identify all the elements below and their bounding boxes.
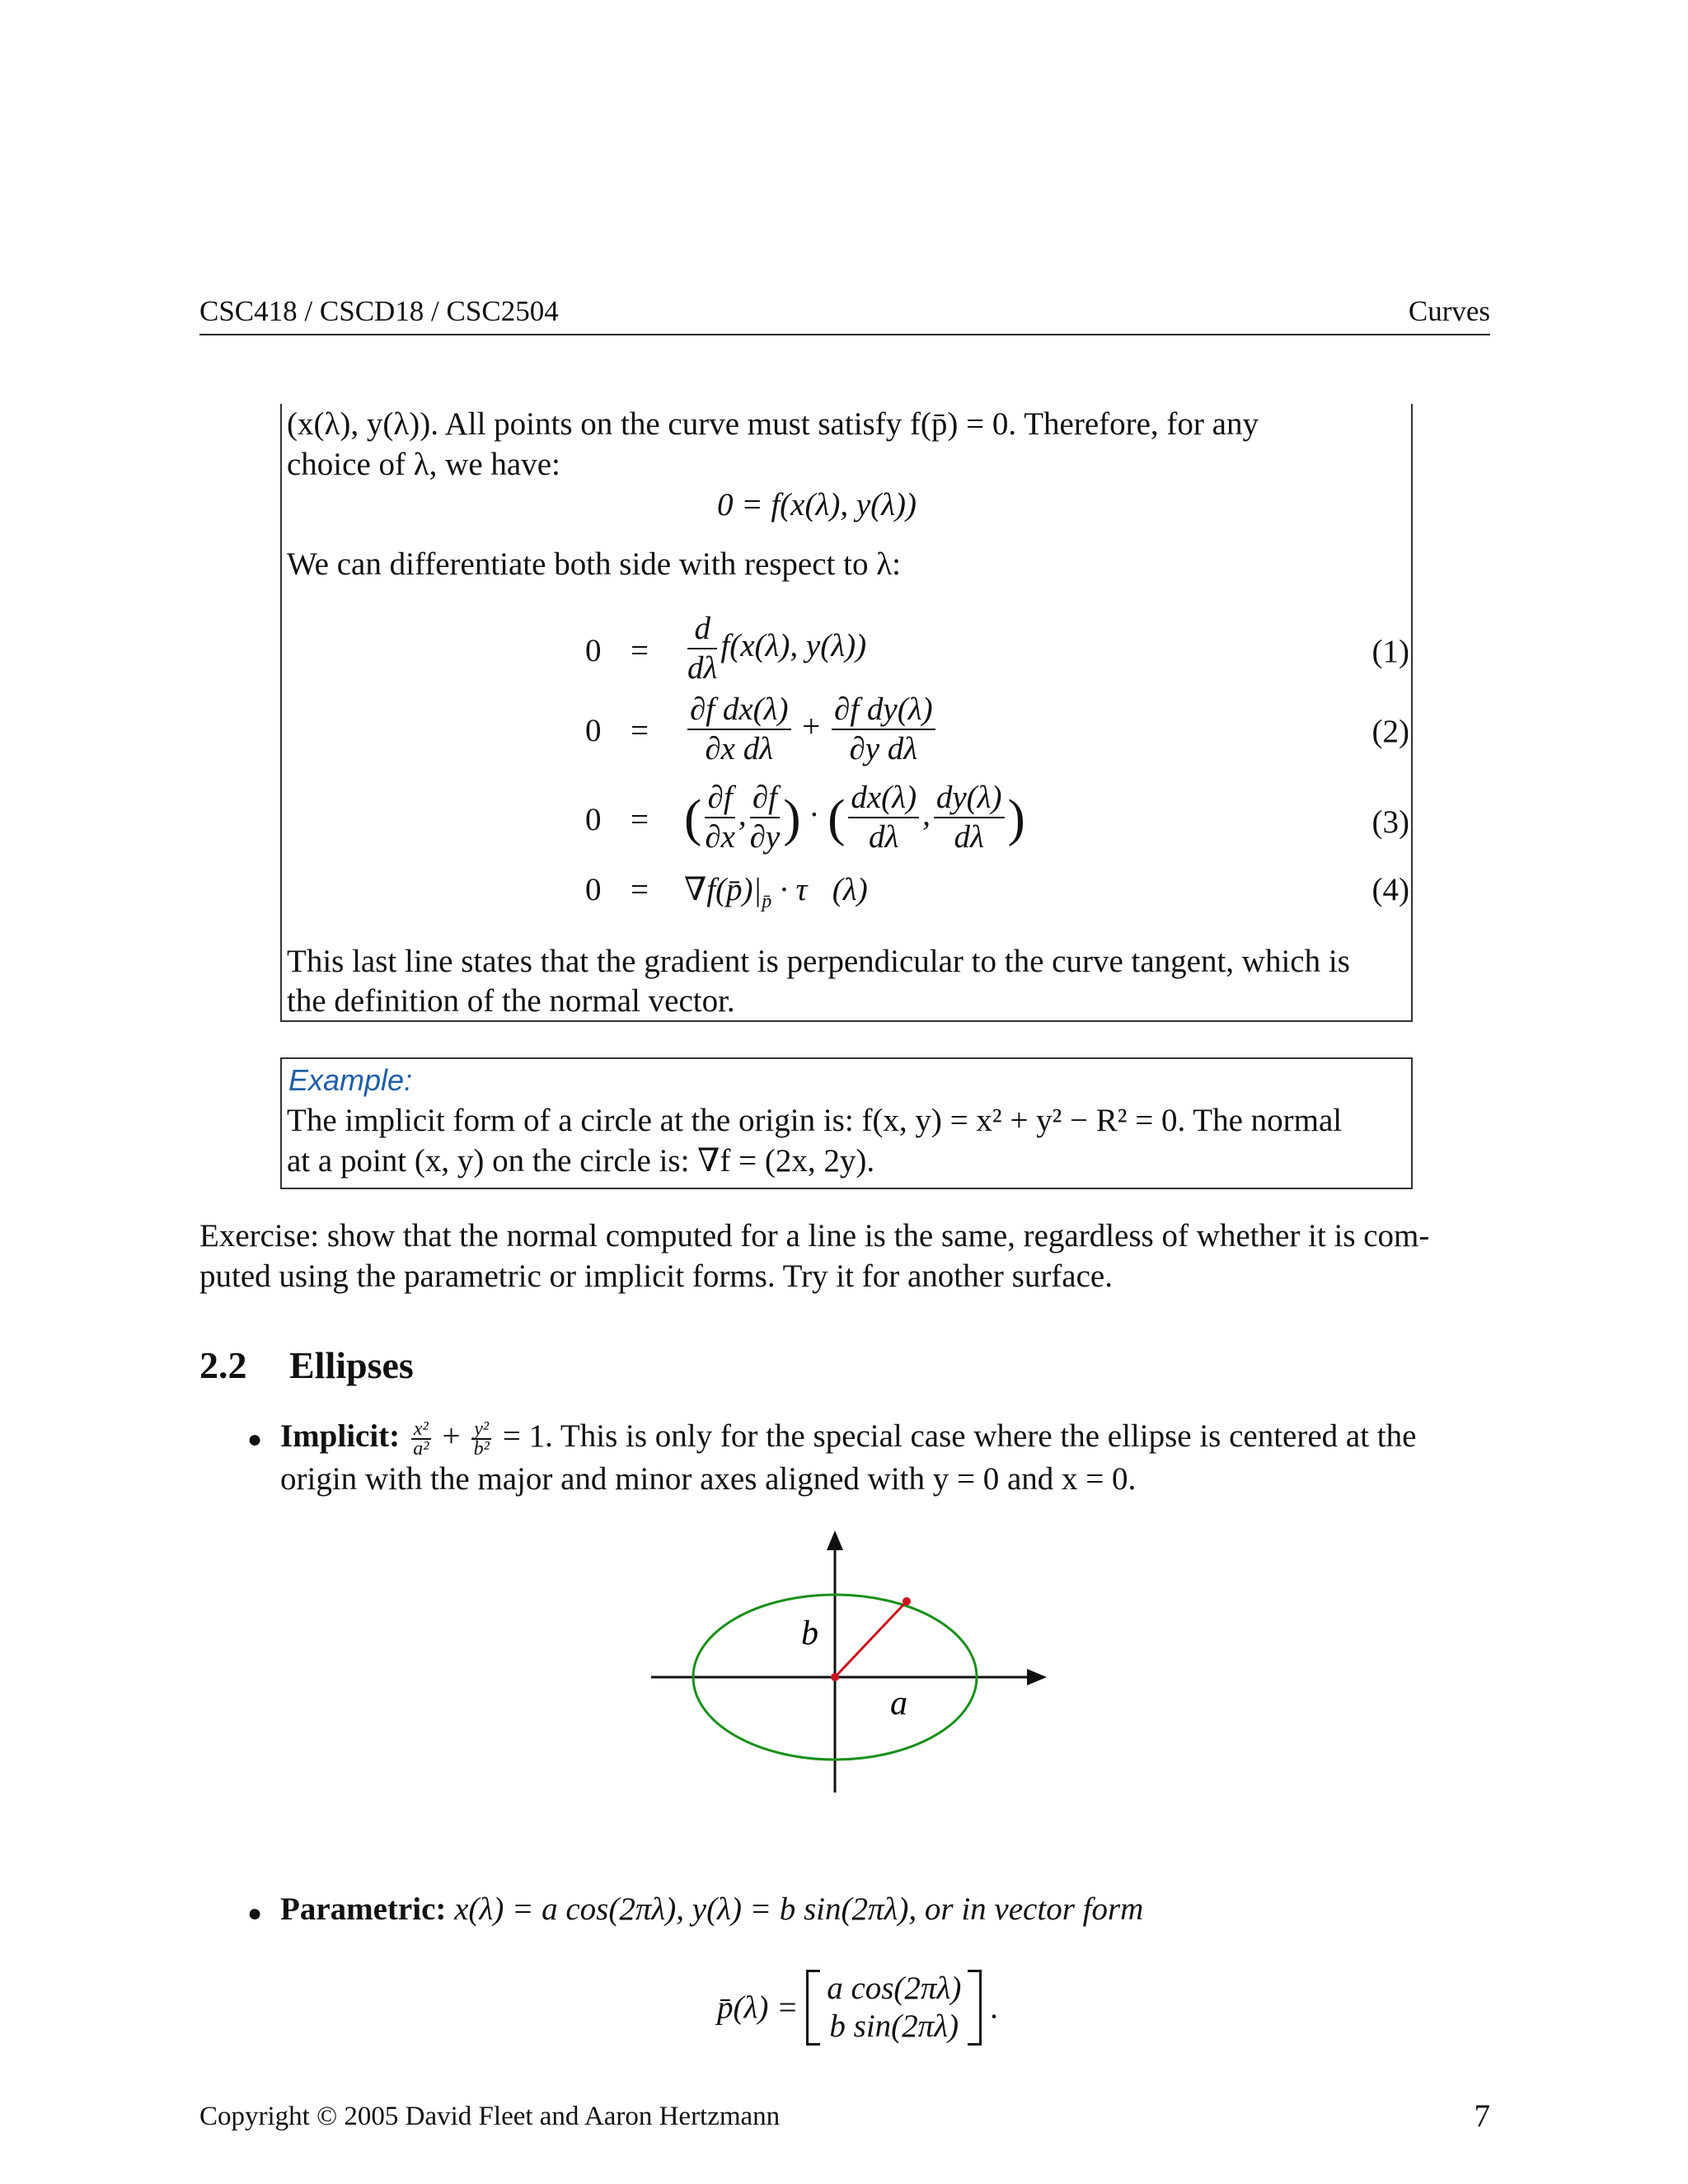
- x-axis-arrow: [1027, 1669, 1047, 1685]
- eq1-rhs: $\frac{d}{d\lambda}$ f(x(λ), y(λ)): [687, 611, 867, 686]
- example-label: Example:: [288, 1063, 413, 1097]
- implicit-line-1: Implicit: $\frac{\text{x²}}{\text{a²}}$ + $\frac{\text{y²}}{\text{b²}}$ = 1. This is only for the special case where the ellipse is centered at the: [280, 1418, 1417, 1460]
- exercise-line-2: puted using the parametric or implicit forms. Try it for another surface.: [199, 1258, 1113, 1294]
- exercise-line-1: Exercise: show that the normal computed for a line is the same, regardless of whether it is com-: [199, 1218, 1430, 1254]
- eq4-rhs: $\nabla f(p̄)|_{p̄}$ · τ⃗(λ): [684, 872, 868, 912]
- course-codes: CSC418 / CSCD18 / CSC2504: [199, 295, 559, 327]
- eq1-rel: =: [631, 633, 649, 668]
- eq3-number: (3): [1372, 804, 1409, 840]
- eq1-number: (1): [1372, 634, 1409, 669]
- eq4-number: (4): [1372, 872, 1409, 907]
- page-number: 7: [1474, 2098, 1490, 2134]
- header-rule: [199, 334, 1490, 335]
- eq3-lhs: 0: [585, 802, 602, 837]
- equation-center: 0 = f(x(λ), y(λ)): [717, 487, 917, 523]
- section-heading: [199, 1343, 414, 1387]
- eq3-rhs: ( $\frac{\partial f}{\partial x}$ , $\frac{\partial f}{\partial y}$ ) · ( $\frac{dx(\lambda)}{d\lambda}$ , $\frac{dy(\lambda)}{d\lambda}$ ): [684, 780, 1025, 855]
- copyright-footer: Copyright © 2005 David Fleet and Aaron Hertzmann: [199, 2102, 781, 2131]
- derivation-closing-1: This last line states that the gradient is perpendicular to the curve tangent, which is: [287, 944, 1350, 979]
- example-line-1: The implicit form of a circle at the origin is: f(x, y) = x² + y² − R² = 0. The normal: [287, 1103, 1343, 1138]
- parametric-vector: p̄(λ) = a cos(2πλ) b sin(2πλ) .: [717, 1971, 998, 2044]
- center-point: [831, 1673, 839, 1681]
- derivation-line-2: choice of λ, we have:: [287, 447, 560, 482]
- eq4-rel: =: [631, 872, 649, 907]
- parametric-line: Parametric: x(λ) = a cos(2πλ), y(λ) = b sin(2πλ), or in vector form: [280, 1891, 1144, 1927]
- bullet-parametric: ●: [247, 1900, 263, 1927]
- eq2-lhs: 0: [585, 713, 602, 748]
- eq2-number: (2): [1372, 714, 1409, 749]
- eq1-lhs: 0: [585, 633, 602, 668]
- derivation-line-1: (x(λ), y(λ)). All points on the curve must satisfy f(p̄) = 0. Therefore, for any: [287, 406, 1259, 442]
- eq3-rel: =: [631, 802, 649, 837]
- label-b: b: [801, 1615, 818, 1652]
- eq2-rhs: $\frac{\text{∂f dx(λ)}}{\text{∂x dλ}}$ + $\frac{\text{∂f dy(λ)}}{\text{∂y dλ}}$: [684, 691, 939, 768]
- bullet-implicit: ●: [247, 1426, 263, 1453]
- eq2-rel: =: [631, 713, 649, 748]
- derivation-line-3: We can differentiate both side with respect to λ:: [287, 546, 901, 582]
- example-line-2: at a point (x, y) on the circle is: ∇f = (2x, 2y).: [287, 1143, 875, 1179]
- ellipse-figure: [643, 1529, 1055, 1801]
- derivation-closing-2: the definition of the normal vector.: [287, 983, 735, 1019]
- eq4-lhs: 0: [585, 872, 602, 907]
- y-axis-arrow: [827, 1530, 843, 1550]
- running-header: [199, 295, 1490, 328]
- implicit-line-2: origin with the major and minor axes aligned with y = 0 and x = 0.: [280, 1461, 1137, 1497]
- curve-point: [903, 1597, 911, 1605]
- section-number: 2.2: [199, 1344, 247, 1386]
- label-a: a: [890, 1685, 907, 1722]
- section-title: Ellipses: [289, 1344, 414, 1386]
- radius-line: [835, 1601, 907, 1677]
- chapter-title: Curves: [1408, 295, 1490, 327]
